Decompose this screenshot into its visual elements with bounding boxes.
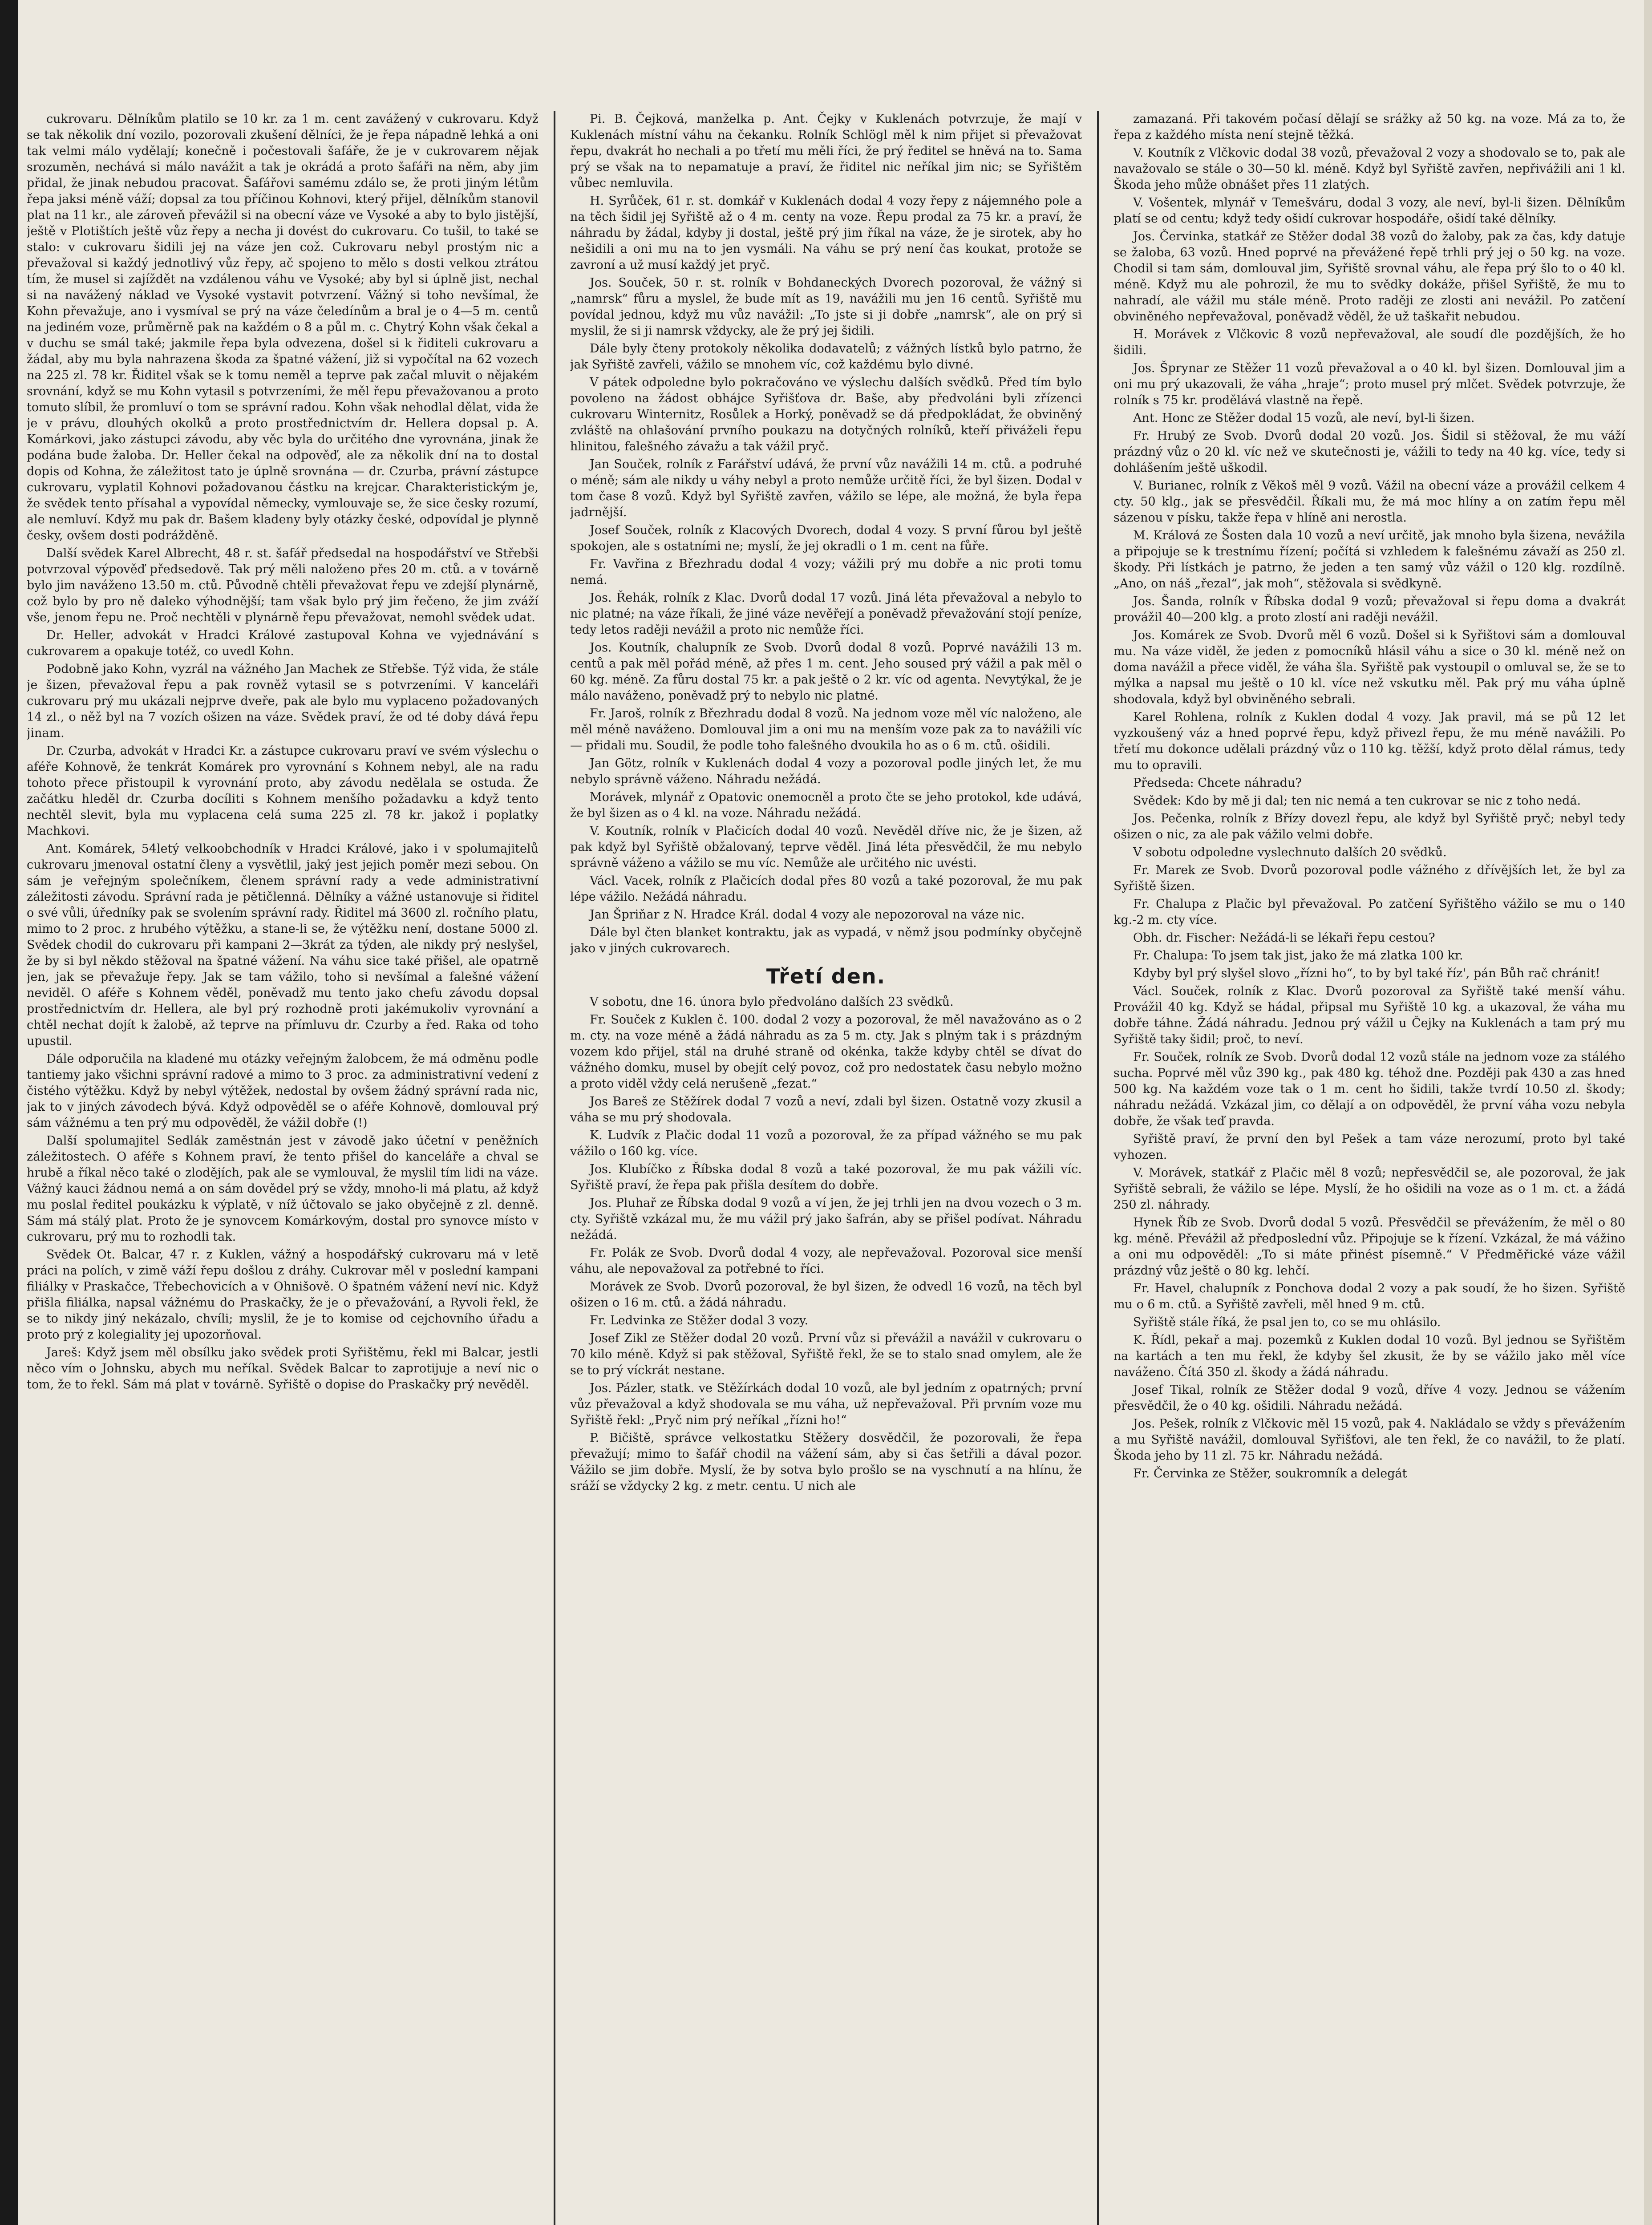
section-heading: Třetí den. xyxy=(766,964,886,988)
paragraph: M. Králová ze Šosten dala 10 vozů a neví určitě, jak mnoho byla šizena, nevážila a připojuje se k trestnímu řízení; počítá si vzhledem k falešnému závaží as 250 zl. škody. Při lístkách je patrno, že jeden a ten samý vůz vážil o 120 klg. rozdílně. „Ano, on náš „řezal“, jak moh“, stěžovala si svědkyně. xyxy=(1113,529,1625,591)
paragraph: Syřiště stále říká, že psal jen to, co se mu ohlásilo. xyxy=(1133,1315,1441,1329)
paragraph: V. Burianec, rolník z Věkoš měl 9 vozů. Vážil na obecní váze a provážil celkem 4 cty. 50 klg., jak se přesvědčil. Říkali mu, že má moc hlíny a on zatím řepu měl sázenou v písku, takže řepa v hlíně ani nerostla. xyxy=(1113,479,1625,525)
paragraph: Fr. Havel, chalupník z Ponchova dodal 2 vozy a pak soudí, že ho šizen. Syřiště mu o 6 m. ctů. a Syřiště zavřeli, měl hned 9 m. ctů. xyxy=(1113,1282,1625,1311)
column-rule xyxy=(554,111,555,2225)
paragraph: Dr. Czurba, advokát v Hradci Kr. a zástupce cukrovaru praví ve svém výslechu o aféře Kohnově, že tenkrát Komárek pro vyrovnání s Kohnem nebyl, ale na radu tohoto přece přistoupil k vyrovnání proto, aby závodu nedělala se ostuda. Že začátku hleděl dr. Czurba docíliti s Kohnem menšího požadavku a když tento nechtěl slevit, byla mu vyplacena celá suma 225 zl. 78 kr. jakož i poplatky Machkovi. xyxy=(27,744,539,838)
paragraph: Josef Souček, rolník z Klacových Dvorech, dodal 4 vozy. S první fůrou byl ještě spokojen, ale s ostatními ne; myslí, že jej okradli o 1 m. cent na fůře. xyxy=(570,523,1082,553)
paragraph: Fr. Souček z Kuklen č. 100. dodal 2 vozy a pozoroval, že měl navažováno as o 2 m. cty. na voze méně a žádá náhradu as za 5 m. cty. Jak s plným tak i s prázdným vozem kdo přijel, stál na druhé straně od okénka, takže kdyby chtěl se dívat do vážného domku, musel by obejít celý povoz, což pro nedostatek času nebylo možno a proto viděl vždy celá nerušeně „fezat.“ xyxy=(570,1013,1082,1091)
paragraph: Jos. Klubíčko z Říbska dodal 8 vozů a také pozoroval, že mu pak vážili víc. Syřiště praví, že řepa pak přišla desítem do dobře. xyxy=(570,1162,1082,1192)
paragraph: Svědek: Kdo by mě ji dal; ten nic nemá a ten cukrovar se nic z toho nedá. xyxy=(1133,794,1581,808)
article-columns xyxy=(27,111,1625,2225)
paragraph: H. Morávek z Vlčkovic 8 vozů nepřevažoval, ale soudí dle pozdějších, že ho šidili. xyxy=(1113,328,1625,357)
paragraph: Dále byl čten blanket kontraktu, jak as vypadá, v němž jsou podmínky obyčejně jako v jiných cukrovarech. xyxy=(570,926,1082,955)
paragraph: cukrovaru. Dělníkům platilo se 10 kr. za 1 m. cent zavážený v cukrovaru. Když se tak několik dní vozilo, pozorovali zkušení dělníci, že je řepa nápadně lehká a oni tak velmi málo vydělají; konečně i počestovali šafáře, že je v cukrovarem nějak srozuměn, nechává si málo navážit a tak je okrádá a proto šafáři na něm, aby jim přidal, že jinak nebudou pracovat. Šafářovi samému zdálo se, že proti jiným létům řepa jaksi méně váží; dopsal za tou příčinou Kohnovi, který přijel, dělníkům stanovil plat na 11 kr., ale zároveň převážil si na obecní váze ve Vysoké a aby to bylo jistější, ještě v Plotištích ještě vůz řepy a necha ji dovést do cukrovaru. Co tušil, to také se stalo: v cukrovaru šidili jej na váze jen což. Cukrovaru nebyl prostým nic a převažoval si každý jednotlivý vůz řepy, ač spojeno to mělo s dosti velkou ztrátou tím, že musel si zajíždět na vzdálenou váhu ve Vysoké; aby byl si úplně jist, nechal si na navážený náklad ve Vysoké vystavit potvrzení. Vážný si toho nevšímal, že Kohn převažuje, ano i vysmíval se prý na váze čeledínům a bral je o 4—5 m. centů na jediném voze, průměrně pak na každém o 8 a půl m. c. Chytrý Kohn však čekal a v duchu se smál také; jakmile řepa byla odvezena, došel si k řiditeli cukrovaru a žádal, aby mu byla nahrazena škoda za špatné vážení, již si vypočítal na 62 vozech na 225 zl. 78 kr. Řiditel však se k tomu neměl a teprve pak začal mluvit o nějakém srovnání, když se mu Kohn vytasil s potvrzeními, že měl řepu převažovanou a proto tomuto slíbil, že promluví o tom se správní radou. Kohn však nehodlal dělat, vida že je v právu, dlouhých okolků a proto prostřednictvím dr. Hellera dopsal p. A. Komárkovi, jako zástupci závodu, aby věc byla do určitého dne vyrovnána, jinak že podána bude žaloba. Dr. Heller čekal na odpověď, ale za několik dní na to dostal dopis od Kohna, že záležitost tato je úplně srovnána — dr. Czurba, právní zástupce cukrovaru, vyplatil Kohnovi požadovanou částku na krejcar. Charakteristickým je, že svědek tento přísahal a vypovídal německy, vymlouvaje se, že sice česky rozumí, ale nemluví. Když mu pak dr. Bašem kladeny byly otázky české, odpovídal je plynně česky, ovšem dosti podrážděně. xyxy=(27,112,539,542)
paragraph: Fr. Vavřina z Březhradu dodal 4 vozy; vážili prý mu dobře a nic proti tomu nemá. xyxy=(570,557,1082,587)
paragraph: Fr. Souček, rolník ze Svob. Dvorů dodal 12 vozů stále na jednom voze za stálého sucha. Poprvé měl vůz 390 kg., pak 480 kg. téhož dne. Později pak 430 a zas hned 500 kg. Na každém voze tak o 1 m. cent ho šidili, takže tvrdí 10.50 zl. škody; náhradu nežádá. Vzkázal jim, co dělají a on odpověděl, že první váha vozu nebyla dobře, že však teď pravda. xyxy=(1113,1050,1625,1128)
paragraph: V. Koutník, rolník v Plačicích dodal 40 vozů. Nevěděl dříve nic, že je šizen, až pak když byl Syřiště obžalovaný, teprve věděl. Jiná léta přesvědčil, že mu nebylo správně váženo a vážilo se mu víc. Nemůže ale určitého nic uvésti. xyxy=(570,824,1082,870)
paragraph: Jan Souček, rolník z Farářství udává, že první vůz navážili 14 m. ctů. a podruhé o méně; sám ale nikdy u váhy nebyl a proto nemůže určitě říci, že byl šizen. Dodal v tom čase 8 vozů. Když byl Syřiště zavřen, vážilo se lépe, ale možná, že byla řepa jadrnější. xyxy=(570,457,1082,519)
paragraph: Hynek Říb ze Svob. Dvorů dodal 5 vozů. Přesvědčil se převážením, že měl o 80 kg. méně. Převážil až předposlední vůz. Připojuje se k řízení. Vzkázal, že má vážino a oni mu odpověděl: „To si máte přinést písemně.“ V Předměřické váze vážil prázdný vůz ještě o 80 kg. lehčí. xyxy=(1113,1216,1625,1278)
paragraph: Fr. Chalupa: To jsem tak jist, jako že má zlatka 100 kr. xyxy=(1133,949,1463,963)
paragraph: Fr. Polák ze Svob. Dvorů dodal 4 vozy, ale nepřevažoval. Pozoroval sice menší váhu, ale nepovažoval za potřebné to říci. xyxy=(570,1246,1082,1276)
paragraph: Morávek, mlynář z Opatovic onemocněl a proto čte se jeho protokol, kde udává, že byl šizen as o 4 kl. na voze. Náhradu nežádá. xyxy=(570,790,1082,820)
paragraph: Fr. Marek ze Svob. Dvorů pozoroval podle vážného z dřívějších let, že byl za Syřiště šizen. xyxy=(1113,863,1625,893)
paragraph: Josef Tikal, rolník ze Stěžer dodal 9 vozů, dříve 4 vozy. Jednou se vážením přesvědčil, že o 40 kg. ošidili. Náhradu nežádá. xyxy=(1113,1383,1625,1413)
paragraph: Jos. Souček, 50 r. st. rolník v Bohdaneckých Dvorech pozoroval, že vážný si „namrsk“ fůru a myslel, že bude mít as 19, navážili mu jen 16 centů. Syřiště mu povídal jednou, když mu vůz navážil: „To jste si ji dobře „namrsk“, ale on prý si myslil, že si ji namrsk vždycky, ale že prý jej šidili. xyxy=(570,276,1082,338)
paragraph: Svědek Ot. Balcar, 47 r. z Kuklen, vážný a hospodářský cukrovaru má v letě práci na polích, v zimě váží řepu došlou z dráhy. Cukrovar měl v poslední kampani filiálky v Praskačce, Třebechovicích a v Ohnišově. O špatném vážení neví nic. Když přišla filiálka, napsal vážnému do Praskačky, že je o převažování, a Ryvoli řekl, že se to nikdy jiný nekázalo, chvíli; myslil, že je to komise od cejchovního úřadu a proto prý z kolegiality jej upozorňoval. xyxy=(27,1248,539,1342)
paragraph: Dále odporučila na kladené mu otázky veřejným žalobcem, že má odměnu podle tantiemy jako všichni správní radové a mimo to 3 proc. za administrativní vedení z čistého výtěžku. Když by nebyl výtěžek, nedostal by ovšem žádný správní rada nic, jak to v jiných závodech bývá. Když odpověděl se o aféře Kohnově, domlouval prý sám vážnému a ten prý mu odpověděl, že vážil dobře (!) xyxy=(27,1052,539,1130)
paragraph: H. Syrůček, 61 r. st. domkář v Kuklenách dodal 4 vozy řepy z nájemného pole a na těch šidil jej Syřiště až o 4 m. centy na voze. Řepu prodal za 75 kr. a praví, že náhradu by žádal, kdyby ji dostal, ještě prý jim říkal na váze, že je sirotek, aby ho nešidili a oni mu na to jen vysmáli. Na váhu se prý není čas koukat, protože se zavroní a už musí každý jet pryč. xyxy=(570,194,1082,272)
column-3 xyxy=(1113,111,1625,2225)
page-edge-right xyxy=(1644,0,1652,2225)
paragraph: Jos. Pázler, statk. ve Stěžírkách dodal 10 vozů, ale byl jedním z opatrných; první vůz převažoval a když shodovala se mu váha, už nepřevažoval. Při prvním voze mu Syřiště řekl: „Pryč nim prý neříkal „řízni ho!“ xyxy=(570,1381,1082,1427)
paragraph: V sobotu odpoledne vyslechnuto dalších 20 svědků. xyxy=(1133,846,1447,859)
paragraph: Podobně jako Kohn, vyzrál na vážného Jan Machek ze Střebše. Týž vida, že stále je šizen, převažoval řepu a pak rovněž vytasil se s potvrzeními. V kanceláři cukrovaru prý mu ukázali nejprve dveře, pak ale bylo mu vyplaceno požadovaných 14 zl., o něž byl na 7 vozích ošizen na váze. Svědek praví, že od té doby dává řepu jinam. xyxy=(27,662,539,740)
column-2 xyxy=(570,111,1082,2225)
paragraph: Jan Špriňar z N. Hradce Král. dodal 4 vozy ale nepozoroval na váze nic. xyxy=(590,908,1025,922)
paragraph: Jareš: Když jsem měl obsílku jako svědek proti Syřištěmu, řekl mi Balcar, jestli něco vím o Johnsku, abych mu neříkal. Svědek Balcar to zaprotijuje a neví nic o tom, že to řekl. Sám má plat v továrně. Syřiště o dopise do Praskačky prý nevěděl. xyxy=(27,1346,539,1392)
paragraph: Jos Bareš ze Stěžírek dodal 7 vozů a neví, zdali byl šizen. Ostatně vozy zkusil a váha se mu prý shodovala. xyxy=(570,1095,1082,1125)
paragraph: Fr. Jaroš, rolník z Březhradu dodal 8 vozů. Na jednom voze měl víc naloženo, ale měl méně naváženo. Domlouval jim a oni mu na menším voze pak za to navážili víc — přidali mu. Soudil, že podle toho falešného dvoukila ho as o 6 m. ctů. ošidili. xyxy=(570,707,1082,752)
paragraph: Předseda: Chcete náhradu? xyxy=(1133,776,1302,790)
paragraph: Ant. Honc ze Stěžer dodal 15 vozů, ale neví, byl-li šizen. xyxy=(1133,411,1475,425)
paragraph: Další svědek Karel Albrecht, 48 r. st. šafář předsedal na hospodářství ve Střebši potvrzoval výpověď předsedově. Tak prý měli naloženo přes 20 m. ctů. a v továrně bylo jim naváženo 13.50 m. ctů. Původně chtěli převažovat řepu ve zdejší plynárně, což bylo by pro ně daleko výhodnější; tam však bylo prý jim řečeno, že jim zváží vše, jenom řepu ne. Proč nechtěli v plynárně řepu převažovat, nemohl svědek udat. xyxy=(27,546,539,624)
column-rule xyxy=(1097,111,1099,2225)
paragraph: Obh. dr. Fischer: Nežádá-li se lékaři řepu cestou? xyxy=(1133,931,1435,945)
paragraph: Fr. Hrubý ze Svob. Dvorů dodal 20 vozů. Jos. Šidil si stěžoval, že mu váží prázdný vůz o 20 kl. víc než ve skutečnosti je, vážili to tedy na 40 kg. více, tedy si dohlášením ještě uškodil. xyxy=(1113,429,1625,475)
paragraph: V pátek odpoledne bylo pokračováno ve výslechu dalších svědků. Před tím bylo povoleno na žádost obhájce Syřišťova dr. Baše, aby předvoláni byli zřízenci cukrovaru Winternitz, Rosůlek a Horký, poněvadž se dá předpokládat, že obviněný zvláště na ohlašování prvního poukazu na dotyčných rolníků, kteří přiváželi řepu hlinitou, falešného závažu a tak vážil pryč. xyxy=(570,376,1082,453)
paragraph: V. Vošentek, mlynář v Temešváru, dodal 3 vozy, ale neví, byl-li šizen. Dělníkům platí se od centu; když tedy ošidí cukrovar hospodáře, ošidí také dělníky. xyxy=(1113,196,1625,226)
paragraph: Morávek ze Svob. Dvorů pozoroval, že byl šizen, že odvedl 16 vozů, na těch byl ošizen o 16 m. ctů. a žádá náhradu. xyxy=(570,1280,1082,1310)
paragraph: Fr. Chalupa z Plačic byl převažoval. Po zatčení Syřištěho vážilo se mu o 140 kg.-2 m. cty více. xyxy=(1113,897,1625,927)
paragraph: V. Morávek, statkář z Plačic měl 8 vozů; nepřesvědčil se, ale pozoroval, že jak Syřiště sebrali, že vážilo se lépe. Myslí, že ho ošidili na voze as o 1 m. ct. a žádá 250 zl. náhrady. xyxy=(1113,1166,1625,1212)
paragraph: V. Koutník z Vlčkovic dodal 38 vozů, převažoval 2 vozy a shodovalo se to, pak ale navažovalo se stále o 30—50 kl. méně. Když byl Syřiště zavřen, nepřivážili ani 1 kl. Škoda jeho může obnášet přes 11 zlatých. xyxy=(1113,146,1625,192)
paragraph: Jos. Koutník, chalupník ze Svob. Dvorů dodal 8 vozů. Poprvé navážili 13 m. centů a pak měl pořád méně, až přes 1 m. cent. Jeho soused prý vážil a pak měl o 60 kg. méně. Za fůru dostal 75 kr. a pak ještě o 2 kr. víc od agenta. Nevytýkal, že je málo naváženo, poněvadž prý to nebylo nic platné. xyxy=(570,641,1082,703)
paragraph: V sobotu, dne 16. února bylo předvoláno dalších 23 svědků. xyxy=(590,995,954,1009)
paragraph: Syřiště praví, že první den byl Pešek a tam váze nerozumí, proto byl také vyhozen. xyxy=(1113,1132,1625,1162)
paragraph: Jos. Pečenka, rolník z Břízy dovezl řepu, ale když byl Syřiště pryč; nebyl tedy ošizen o nic, za ale pak vážilo velmi dobře. xyxy=(1113,812,1625,841)
paragraph: Dále byly čteny protokoly několika dodavatelů; z vážných lístků bylo patrno, že jak Syřiště zavřeli, vážilo se mnohem víc, což každému bylo divné. xyxy=(570,342,1082,372)
paragraph: zamazaná. Při takovém počasí dělají se srážky až 50 kg. na voze. Má za to, že řepa z každého místa není stejně těžká. xyxy=(1113,112,1625,142)
paragraph: K. Ludvík z Plačic dodal 11 vozů a pozoroval, že za případ vážného se mu pak vážilo o 160 kg. více. xyxy=(570,1129,1082,1158)
paragraph: Fr. Ledvinka ze Stěžer dodal 3 vozy. xyxy=(590,1314,809,1327)
paragraph: Jan Götz, rolník v Kuklenách dodal 4 vozy a pozoroval podle jiných let, že mu nebylo správně váženo. Náhradu nežádá. xyxy=(570,756,1082,786)
paragraph: Jos. Řehák, rolník z Klac. Dvorů dodal 17 vozů. Jiná léta převažoval a nebylo to nic platné; na váze říkali, že jiné váze nevěřejí a poněvadž převažování stojí peníze, tedy letos raději nevážil a proto nic nemůže říci. xyxy=(570,591,1082,637)
paragraph: Fr. Červinka ze Stěžer, soukromník a delegát xyxy=(1133,1467,1407,1481)
paragraph: Václ. Souček, rolník z Klac. Dvorů pozoroval za Syřiště také menší váhu. Provážil 40 kg. Když se hádal, připsal mu Syřiště 10 kg. a ukazoval, že váha mu dobře táhne. Žádá náhradu. Jednou prý vážil u Čejky na Kuklenách a tam prý mu Syřiště taky šidil; proč, to neví. xyxy=(1113,984,1625,1046)
paragraph: Jos. Pluhař ze Říbska dodal 9 vozů a ví jen, že jej trhli jen na dvou vozech o 3 m. cty. Syřiště vzkázal mu, že mu vážil prý jako šafrán, aby se přišel podívat. Náhradu nežádá. xyxy=(570,1196,1082,1242)
paragraph: Kdyby byl prý slyšel slovo „řízni ho“, to by byl také říz', pán Bůh rač chránit! xyxy=(1133,967,1600,980)
paragraph: Karel Rohlena, rolník z Kuklen dodal 4 vozy. Jak pravil, má se pů 12 let vyzkoušený váz a hned poprvé řepu, když přivezl řepu, že mu méně navážili. Po třetí mu dokonce udělali prázdný vůz o 110 kg. těžší, když proto dělal rámus, tedy mu to opravili. xyxy=(1113,710,1625,772)
paragraph: Václ. Vacek, rolník z Plačicích dodal přes 80 vozů a také pozoroval, že mu pak lépe vážilo. Nežádá náhradu. xyxy=(570,874,1082,904)
paragraph: Ant. Komárek, 54letý velkoobchodník v Hradci Králové, jako i v spolumajitelů cukrovaru jmenoval ostatní členy a vysvětlil, jaký jest jejich poměr mezi sebou. On sám je veřejným společníkem, členem správní rady a vede administrativní záležitosti závodu. Správní rada je pětičlenná. Dělníky a vážné ustanovuje si řiditel o své vůli, úředníky pak se svolením správní rady. Řiditel má 3600 zl. ročního platu, mimo to 2 proc. z hrubého výtěžku, a stane-li se, že výtěžku není, dostane 5000 zl. Svědek chodil do cukrovaru při kampani 2—3krát za týden, ale nikdy prý neslyšel, že by si byl někdo stěžoval na špatné vážení. Na váhu sice také přišel, ale opatrně jen, jak se převažuje řepy. Jak se tam vážilo, toho si nevšímal a falešné vážení neviděl. O aféře s Kohnem věděl, poněvadž mu tento jako chefu závodu dopsal prostřednictvím dr. Hellera, ale byl prý rozhodně proti jakémukoliv vyrovnání a chtěl nechat dojít k žalobě, až teprve na přímluvu dr. Czurby a řed. Raka od toho upustil. xyxy=(27,842,539,1048)
page-edge-shadow xyxy=(0,0,18,2225)
paragraph: Dr. Heller, advokát v Hradci Králové zastupoval Kohna ve vyjednávání s cukrovarem a opakuje totéž, co uvedl Kohn. xyxy=(27,628,539,658)
paragraph: Pi. B. Čejková, manželka p. Ant. Čejky v Kuklenách potvrzuje, že mají v Kuklenách místní váhu na čekanku. Rolník Schlögl měl k nim přijet si převažovat řepu, dvakrát ho nechali a po třetí mu měli říci, že prý ředitel se hněvá na to. Sama prý se však na to nepamatuje a praví, že řiditel nic neříkal jim nic; se Syřištěm vůbec nemluvila. xyxy=(570,112,1082,190)
paragraph: K. Řídl, pekař a maj. pozemků z Kuklen dodal 10 vozů. Byl jednou se Syřištěm na kartách a ten mu řekl, že kdyby šel zkusit, že by se vážilo jako měl více naváženo. Čítá 350 zl. škody a žádá náhradu. xyxy=(1113,1333,1625,1379)
paragraph: Jos. Červinka, statkář ze Stěžer dodal 38 vozů do žaloby, pak za čas, kdy datuje se žaloba, 63 vozů. Hned poprvé na převážené řepě trhli prý jej o 50 kg. na voze. Chodil si tam sám, domlouval jim, Syřiště srovnal váhu, ale řepa prý šlo to o 40 kl. méně. Když mu ale pohrozil, že mu to svědky dokáže, přišel Syřiště, že mu to nahradí, ale vážil mu stále méně. Proto raději ze zlosti ani nevážil. Po zatčení obviněného nepřevažoval, poněvadž věděl, že už taškařit nebudou. xyxy=(1113,230,1625,324)
paragraph: Jos. Pešek, rolník z Vlčkovic měl 15 vozů, pak 4. Nakládalo se vždy s převážením a mu Syřiště navážil, domlouval Syřišťovi, ale ten řekl, že co navážil, to že platí. Škoda jeho by 11 zl. 75 kr. Náhradu nežádá. xyxy=(1113,1417,1625,1463)
paragraph: Další spolumajitel Sedlák zaměstnán jest v závodě jako účetní v peněžních záležitostech. O aféře s Kohnem praví, že tento přišel do kanceláře a chval se hrubě a říkal něco také o zlodějích, pak ale se vymlouval, že myslil tím lidi na váze. Vážný kauci žádnou nemá a on sám dovědel prý se vždy, mnoho-li má platu, až když mu poslal ředitel poukázku k výplatě, v níž účtovalo se jako obyčejně z zl. denně. Sám má stálý plat. Proto že je synovcem Komárkovým, dostal pro synovce místo v cukrovaru, prý mu to rozhodli tak. xyxy=(27,1134,539,1244)
paragraph: Jos. Komárek ze Svob. Dvorů měl 6 vozů. Došel si k Syřištovi sám a domlouval mu. Na váze viděl, že jeden z pomocníků hlásil váhu a sice o 30 kl. méně než on doma navážil a přece viděl, že váha šla. Syřiště pak vystoupil o omluval se, že se to mýlka a napsal mu ještě o 10 kl. více než vskutku měl. Pak prý mu váha úplně shodovala, když byl obviněného sebrali. xyxy=(1113,628,1625,706)
paragraph: P. Bičiště, správce velkostatku Stěžery dosvědčil, že pozorovali, že řepa převažují; mimo to šafář chodil na vážení sám, aby si čas šetřili a dával pozor. Vážilo se jim dobře. Myslí, že by sotva bylo prošlo se na vyschnutí a na hlínu, že sráží se vždycky 2 kg. z metr. centu. U nich ale xyxy=(570,1431,1082,1493)
paragraph: Jos. Šanda, rolník v Říbska dodal 9 vozů; převažoval si řepu doma a dvakrát provážil 40—200 klg. a proto zlostí ani raději nevážil. xyxy=(1113,595,1625,624)
paragraph: Josef Zikl ze Stěžer dodal 20 vozů. První vůz si převážil a navážil v cukrovaru o 70 kilo méně. Když si pak stěžoval, Syřiště řekl, že se to stalo snad omylem, ale že se to prý víckrát nestane. xyxy=(570,1331,1082,1377)
paragraph: Jos. Šprynar ze Stěžer 11 vozů převažoval a o 40 kl. byl šizen. Domlouval jim a oni mu prý ukazovali, že váha „hraje“; proto musel prý mlčet. Svědek potvrzuje, že rolník s 75 kr. prodělává vlastně na řepě. xyxy=(1113,361,1625,407)
column-1 xyxy=(27,111,539,2225)
